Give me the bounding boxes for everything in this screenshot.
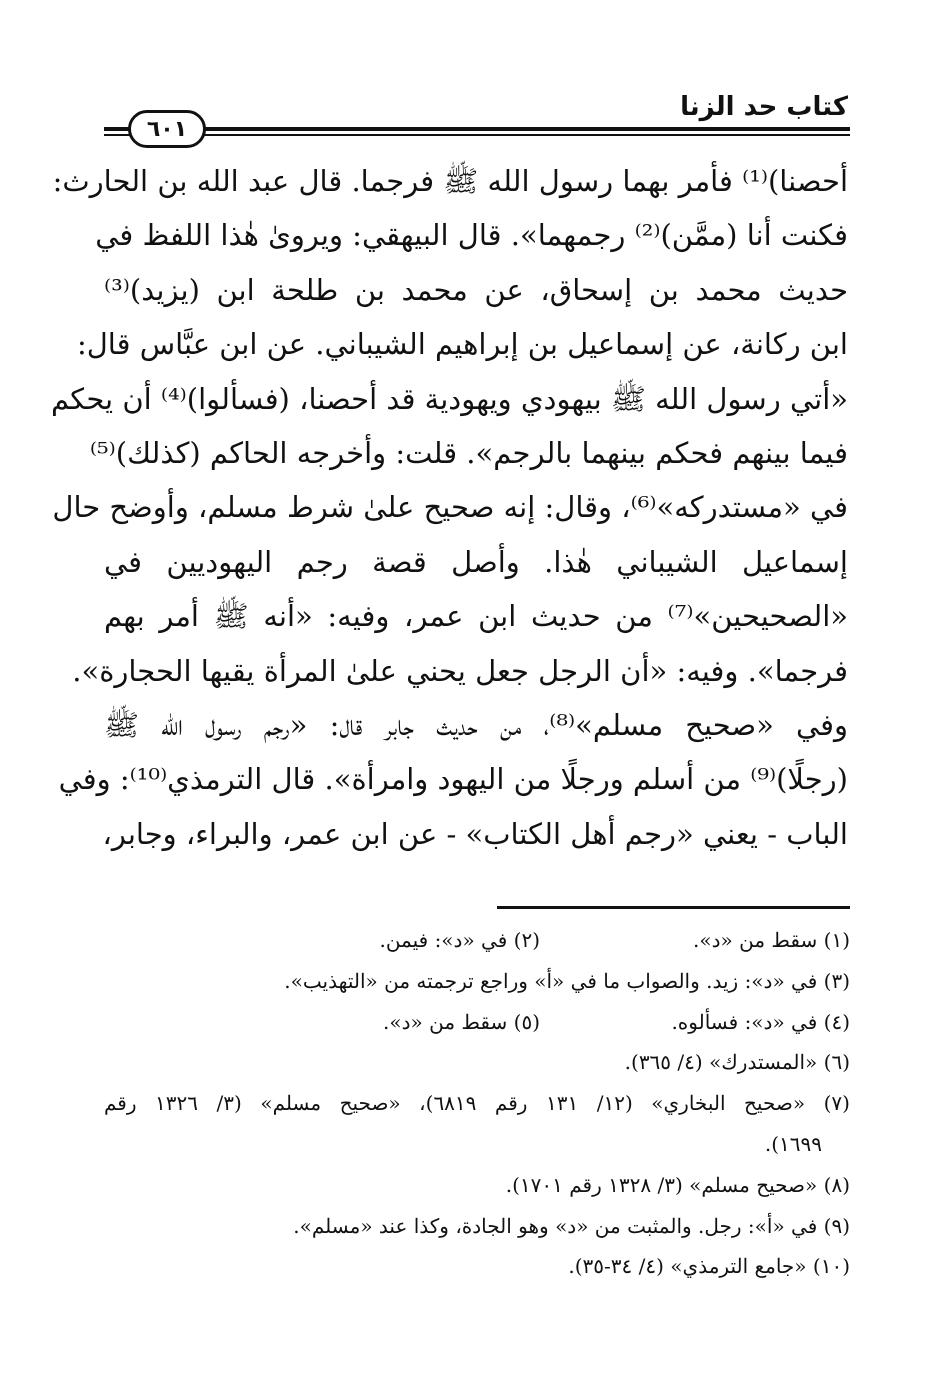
header-rule-thin — [104, 134, 850, 136]
body-line: الباب - يعني «رجم أهل الكتاب» - عن ابن عمر، والبراء، وجابر، — [102, 816, 848, 851]
footnote-9: (٩) في «أ»: رجل. والمثبت من «د» وهو الجادة، وكذا عند «مسلم». — [293, 1213, 850, 1238]
footnote-8: (٨) «صحيح مسلم» (٣/ ١٣٢٨ رقم ١٧٠١). — [505, 1172, 850, 1197]
footnote-4: (٤) في «د»: فسألوه. — [671, 1009, 850, 1034]
body-line: فرجما». وفيه: «أن الرجل جعل يحني علىٰ المرأة يقيها الحجارة». — [72, 653, 848, 688]
body-line: فيما بينهم فحكم بينهما بالرجم». قلت: وأخرجه الحاكم (كذلك)⁽⁵⁾ — [89, 435, 848, 470]
body-line: «أتي رسول الله ﷺ بيهودي ويهودية قد أحصنا، (فسألوا)⁽⁴⁾ أن يحكم — [51, 381, 848, 416]
body-line: فكنت أنا (ممَّن)⁽²⁾ رجمهما». قال البيهقي: ويروىٰ هٰذا اللفظ في — [95, 218, 848, 253]
body-line: ابن ركانة، عن إسماعيل بن إبراهيم الشيباني. عن ابن عبَّاس قال: — [76, 327, 848, 362]
body-line: في «مستدركه»⁽⁶⁾، وقال: إنه صحيح علىٰ شرط مسلم، وأوضح حال — [52, 490, 848, 525]
main-text — [51, 154, 849, 861]
footnote-7: (٧) «صحيح البخاري» (١٢/ ١٣١ رقم ٦٨١٩)، «صحيح مسلم» (٣/ ١٣٢٦ رقم — [104, 1091, 850, 1116]
body-line: إسماعيل الشيباني هٰذا. وأصل قصة رجم اليهوديين في — [104, 544, 848, 579]
running-title: كتاب حد الزنا — [680, 92, 848, 122]
header-rule — [104, 127, 850, 136]
footnote-6: (٦) «المستدرك» (٤/ ٣٦٥). — [624, 1050, 850, 1075]
body-line: حديث محمد بن إسحاق، عن محمد بن طلحة ابن (يزيد)⁽³⁾ — [104, 272, 848, 307]
body-line: أحصنا)⁽¹⁾ فأمر بهما رسول الله ﷺ فرجما. قال عبد الله بن الحارث: — [52, 164, 848, 198]
footnote-1: (١) سقط من «د». — [693, 928, 850, 952]
footnote-5: (٥) سقط من «د». — [383, 1009, 540, 1034]
footnotes — [104, 920, 850, 1287]
page-number: ٦٠١ — [128, 110, 206, 148]
footnote-separator — [497, 906, 850, 909]
footnote-row — [104, 1002, 850, 1043]
body-line: وفي «صحيح مسلم»⁽⁸⁾، من حديث جابر قال: «رجم رسول الله ﷺ — [104, 707, 849, 742]
footnote-10: (١٠) «جامع الترمذي» (٤/ ٣٤-٣٥). — [568, 1254, 850, 1279]
body-line: «الصحيحين»⁽⁷⁾ من حديث ابن عمر، وفيه: «أنه ﷺ أمر بهم — [104, 599, 848, 634]
footnote-3: (٣) في «د»: زيد. والصواب ما في «أ» وراجع ترجمته من «التهذيب». — [284, 968, 850, 993]
body-line: (رجلًا)⁽⁹⁾ من أسلم ورجلًا من اليهود وامرأة». قال الترمذي⁽¹⁰⁾: وفي — [58, 762, 848, 797]
footnote-row — [104, 920, 850, 961]
footnote-2: (٢) في «د»: فيمن. — [379, 928, 540, 952]
header-rule-thick — [104, 127, 850, 131]
footnote-7-continuation: ١٦٩٩). — [764, 1131, 822, 1156]
